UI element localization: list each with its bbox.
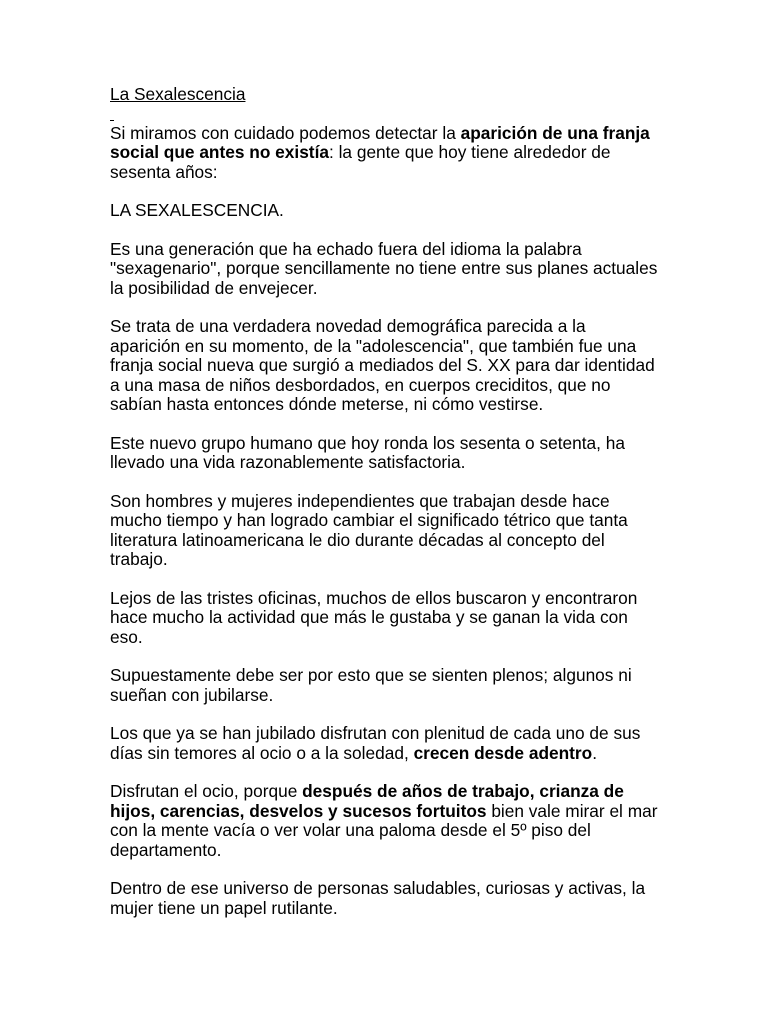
document-body — [110, 124, 660, 919]
paragraph — [110, 317, 660, 415]
text-segment: bien vale mirar el mar con la mente vacía o ver volar una paloma desde el 5º piso del departamento. — [110, 800, 658, 860]
text-segment: : la gente que hoy tiene alrededor de sesenta años: — [110, 142, 611, 182]
text-segment: LA SEXALESCENCIA. — [110, 200, 284, 220]
text-segment: Supuestamente debe ser por esto que se sienten plenos; algunos ni sueñan con jubilarse. — [110, 665, 632, 705]
paragraph — [110, 124, 660, 183]
paragraph — [110, 201, 660, 221]
text-segment: Dentro de ese universo de personas saludables, curiosas y activas, la mujer tiene un papel rutilante. — [110, 878, 646, 918]
text-segment: Disfrutan el ocio, porque — [110, 781, 303, 801]
paragraph — [110, 589, 660, 648]
paragraph — [110, 782, 660, 860]
paragraph — [110, 666, 660, 705]
document-page — [110, 85, 660, 937]
text-segment: Los que ya se han jubilado disfrutan con plenitud de cada uno de sus días sin temores al ocio o a la soledad, — [110, 723, 641, 763]
paragraph — [110, 240, 660, 299]
paragraph — [110, 434, 660, 473]
text-segment: Son hombres y mujeres independientes que trabajan desde hace mucho tiempo y han logrado cambiar el significado tétrico que tanta literatura latinoamericana le dio durante décadas al concepto del trabajo. — [110, 490, 628, 569]
paragraph — [110, 492, 660, 570]
bold-text: después de años de trabajo, crianza de hijos, carencias, desvelos y sucesos fortuitos — [110, 781, 624, 821]
text-segment: Lejos de las tristes oficinas, muchos de ellos buscaron y encontraron hace mucho la actividad que más le gustaba y se ganan la vida con eso. — [110, 587, 638, 647]
text-segment: Es una generación que ha echado fuera del idioma la palabra "sexagenario", porque sencillamente no tiene entre sus planes actuales la posibilidad de envejecer. — [110, 238, 658, 298]
text-segment: Si miramos con cuidado podemos detectar la — [110, 122, 461, 143]
text-segment: Este nuevo grupo humano que hoy ronda los sesenta o setenta, ha llevado una vida razonablemente satisfactoria. — [110, 432, 625, 472]
document-title: La Sexalescencia — [110, 84, 246, 104]
bold-text: crecen desde adentro — [413, 742, 593, 763]
paragraph — [110, 724, 660, 763]
paragraph — [110, 879, 660, 918]
text-segment: . — [592, 742, 598, 763]
bold-text: aparición de una franja social que antes no existía — [110, 122, 650, 162]
text-segment: Se trata de una verdadera novedad demográfica parecida a la aparición en su momento, de la "adolescencia", que también fue una franja social nueva que surgió a mediados del S. XX para dar identidad a una masa de niños desbordados, en cuerpos creciditos, que no sabían hasta entonces dónde meterse, ni cómo vestirse. — [110, 316, 655, 414]
